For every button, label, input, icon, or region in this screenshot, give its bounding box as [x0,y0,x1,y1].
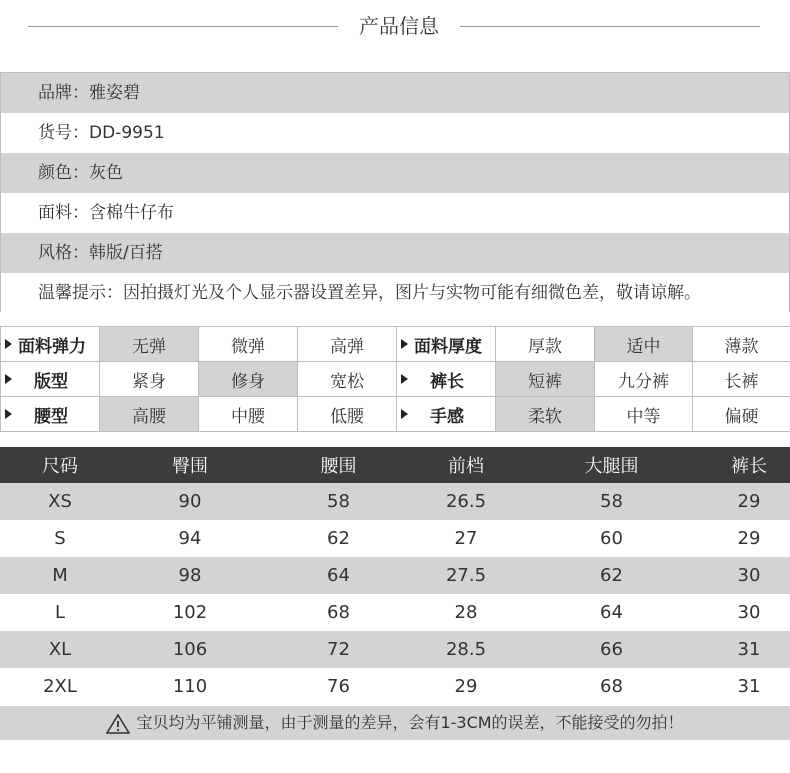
option-cell-selected: 无弹 [100,327,199,362]
table-cell: 64 [515,594,708,631]
info-item-number: 货号：DD-9951 [1,113,789,153]
attribute-label: 版型 [1,362,100,397]
note-text: 宝贝均为平铺测量，由于测量的差异，会有1-3CM的误差，不能接受的勿拍！ [136,713,684,732]
measurement-note [0,706,790,740]
table-cell: 30 [708,594,790,631]
page-title: 产品信息 [359,14,439,38]
attribute-label: 裤长 [397,362,496,397]
table-cell: 90 [120,483,260,520]
info-brand: 品牌：雅姿碧 [1,73,789,113]
column-header: 尺码 [0,447,120,483]
table-cell: 66 [515,631,708,668]
table-cell: 62 [260,520,417,557]
option-cell: 厚款 [496,327,595,362]
option-cell-selected: 适中 [595,327,693,362]
table-cell: S [0,520,120,557]
table-row [0,594,790,631]
product-info-list [0,72,790,312]
table-cell: XS [0,483,120,520]
arrow-right-icon [5,339,12,349]
info-color: 颜色：灰色 [1,153,789,193]
column-header: 臀围 [120,447,260,483]
info-notice: 温馨提示：因拍摄灯光及个人显示器设置差异，图片与实物可能有细微色差，敬请谅解。 [1,273,789,313]
attribute-row [1,397,790,432]
table-cell: 30 [708,557,790,594]
info-fabric: 面料：含棉牛仔布 [1,193,789,233]
attribute-label: 腰型 [1,397,100,432]
table-cell: 72 [260,631,417,668]
arrow-right-icon [401,339,408,349]
header-divider-right [460,26,760,27]
option-cell: 九分裤 [595,362,693,397]
table-cell: 62 [515,557,708,594]
table-cell: 76 [260,668,417,705]
warning-icon [106,714,130,734]
arrow-right-icon [401,374,408,384]
option-cell: 中等 [595,397,693,432]
info-style: 风格：韩版/百搭 [1,233,789,273]
table-cell: 58 [260,483,417,520]
table-cell: L [0,594,120,631]
table-cell: 58 [515,483,708,520]
table-row [0,668,790,705]
table-cell: 31 [708,631,790,668]
table-cell: 110 [120,668,260,705]
option-cell: 中腰 [199,397,298,432]
table-cell: 26.5 [417,483,515,520]
attribute-row [1,327,790,362]
table-row [0,631,790,668]
table-cell: 68 [515,668,708,705]
option-cell-selected: 柔软 [496,397,595,432]
option-cell: 微弹 [199,327,298,362]
section-header [0,0,790,55]
arrow-right-icon [5,374,12,384]
option-cell: 薄款 [693,327,790,362]
option-cell: 长裤 [693,362,790,397]
option-cell: 偏硬 [693,397,790,432]
table-cell: 29 [417,668,515,705]
column-header: 大腿围 [515,447,708,483]
option-cell: 高弹 [298,327,397,362]
table-cell: 27.5 [417,557,515,594]
table-cell: 102 [120,594,260,631]
column-header: 前档 [417,447,515,483]
table-cell: 29 [708,520,790,557]
column-header: 裤长 [708,447,790,483]
table-cell: 98 [120,557,260,594]
column-header: 腰围 [260,447,417,483]
attribute-table [0,326,790,432]
attribute-label: 面料弹力 [1,327,100,362]
attribute-row [1,362,790,397]
table-cell: 31 [708,668,790,705]
option-cell-selected: 修身 [199,362,298,397]
arrow-right-icon [5,409,12,419]
attribute-label: 手感 [397,397,496,432]
table-cell: XL [0,631,120,668]
table-cell: 60 [515,520,708,557]
option-cell: 低腰 [298,397,397,432]
table-cell: 94 [120,520,260,557]
table-cell: 27 [417,520,515,557]
header-divider-left [28,26,338,27]
arrow-right-icon [401,409,408,419]
table-cell: M [0,557,120,594]
option-cell-selected: 短裤 [496,362,595,397]
size-chart [0,447,790,705]
table-cell: 2XL [0,668,120,705]
attribute-label: 面料厚度 [397,327,496,362]
table-cell: 68 [260,594,417,631]
table-cell: 64 [260,557,417,594]
option-cell: 宽松 [298,362,397,397]
option-cell-selected: 高腰 [100,397,199,432]
table-row [0,557,790,594]
table-cell: 106 [120,631,260,668]
table-cell: 28.5 [417,631,515,668]
table-row [0,483,790,520]
table-cell: 29 [708,483,790,520]
table-row [0,520,790,557]
size-chart-header [0,447,790,483]
table-cell: 28 [417,594,515,631]
option-cell: 紧身 [100,362,199,397]
